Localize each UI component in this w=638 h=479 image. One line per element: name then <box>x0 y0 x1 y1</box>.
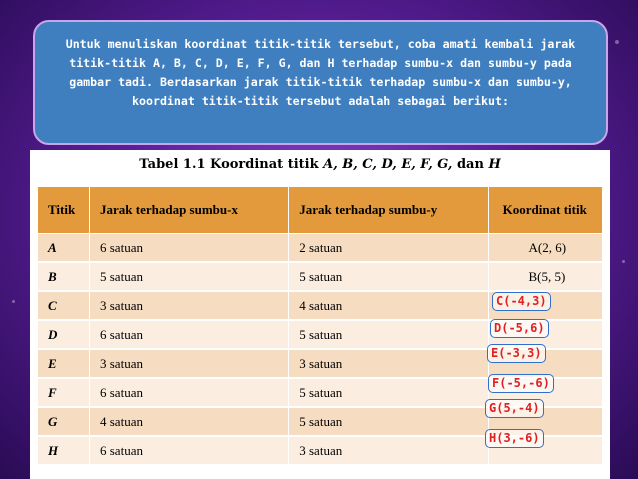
cell-jarak-x: 3 satuan <box>90 291 289 320</box>
cell-jarak-x: 6 satuan <box>90 320 289 349</box>
table-header-row <box>38 187 603 234</box>
cell-titik: E <box>38 349 90 378</box>
cell-jarak-y: 5 satuan <box>289 262 488 291</box>
cell-jarak-x: 5 satuan <box>90 262 289 291</box>
cell-jarak-x: 6 satuan <box>90 378 289 407</box>
table-caption: Tabel 1.1 Koordinat titik A, B, C, D, E, F, G, dan H <box>139 157 501 172</box>
cell-jarak-x: 6 satuan <box>90 234 289 263</box>
cell-jarak-y: 5 satuan <box>289 320 488 349</box>
answer-f: F(-5,-6) <box>488 374 554 393</box>
cell-jarak-x: 4 satuan <box>90 407 289 436</box>
header-titik: Titik <box>38 187 90 234</box>
cell-jarak-y: 5 satuan <box>289 378 488 407</box>
table-row <box>38 262 603 291</box>
answer-h: H(3,-6) <box>485 429 544 448</box>
cell-jarak-y: 3 satuan <box>289 349 488 378</box>
answer-d: D(-5,6) <box>490 319 549 338</box>
cell-titik: F <box>38 378 90 407</box>
cell-titik: G <box>38 407 90 436</box>
cell-koordinat: B(5, 5) <box>488 262 603 291</box>
answer-e: E(-3,3) <box>487 344 546 363</box>
table-row <box>38 234 603 263</box>
cell-koordinat: A(2, 6) <box>488 234 603 263</box>
cell-titik: H <box>38 436 90 465</box>
cell-titik: A <box>38 234 90 263</box>
cell-titik: C <box>38 291 90 320</box>
cell-jarak-y: 3 satuan <box>289 436 488 465</box>
answer-g: G(5,-4) <box>485 399 544 418</box>
cell-jarak-y: 2 satuan <box>289 234 488 263</box>
intro-text: Untuk menuliskan koordinat titik-titik tersebut, coba amati kembali jarak titik-titik A, B, C, D, E, F, G, dan H terhadap sumbu-x dan sumbu-y pada gambar tadi. Berdasarkan jarak titik-titik terhadap sumbu-x dan sumbu-y, koordinat titik-titik tersebut adalah sebagai berikut: <box>65 37 576 108</box>
cell-jarak-x: 3 satuan <box>90 349 289 378</box>
cell-titik: B <box>38 262 90 291</box>
cell-jarak-y: 5 satuan <box>289 407 488 436</box>
cell-titik: D <box>38 320 90 349</box>
answer-c: C(-4,3) <box>492 292 551 311</box>
header-jarak-y: Jarak terhadap sumbu-y <box>289 187 488 234</box>
cell-jarak-x: 6 satuan <box>90 436 289 465</box>
header-koordinat: Koordinat titik <box>488 187 603 234</box>
intro-callout <box>33 20 608 145</box>
cell-jarak-y: 4 satuan <box>289 291 488 320</box>
header-jarak-x: Jarak terhadap sumbu-x <box>90 187 289 234</box>
